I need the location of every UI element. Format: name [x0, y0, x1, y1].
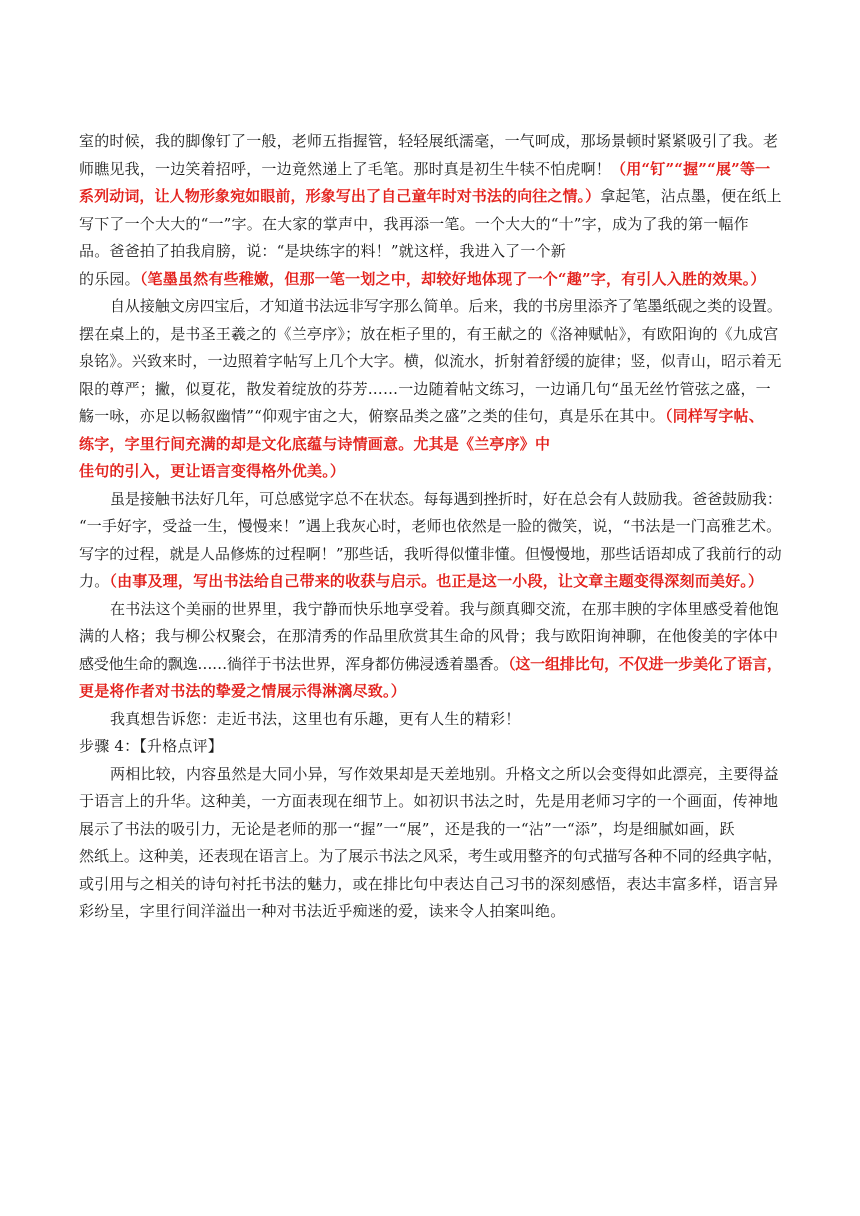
- annotation-comment: （由事及理，写出书法给自己带来的收获与启示。也正是这一小段，让文章主题变得深刻而美好。）: [109, 572, 764, 590]
- text-line: [79, 816, 784, 844]
- body-text: 力。: [79, 572, 110, 590]
- body-text: 品。爸爸拍了拍我肩膀，说：“是块练字的料！”就这样，我进入了一个新: [79, 242, 566, 260]
- body-text: 虽是接触书法好几年，可总感觉字总不在状态。每每遇到挫折时，好在总会有人鼓励我。爸爸鼓励我：: [110, 489, 782, 508]
- annotation-comment: 佳句的引入，更让语言变得格外优美。）: [79, 462, 346, 480]
- annotation-comment: （笔墨虽然有些稚嫩，但那一笔一划之中，却较好地体现了一个“趣”字，有引人入胜的效果。）: [139, 269, 766, 288]
- text-line: [79, 266, 784, 294]
- text-line: [79, 348, 784, 376]
- body-text: 泉铭》。兴致来时，一边照着字帖写上几个大字。横，似流水，折射着舒缓的旋律；竖，似青山，昭示着无: [79, 352, 782, 370]
- text-line: [79, 513, 784, 541]
- text-line: [79, 211, 784, 239]
- body-text: 自从接触文房四宝后，才知道书法远非写字那么简单。后来，我的书房里添齐了笔墨纸砚之类的设置。: [110, 297, 782, 315]
- text-line: [79, 431, 784, 459]
- text-line: [79, 843, 784, 871]
- body-text: 在书法这个美丽的世界里，我宁静而快乐地享受着。我与颜真卿交流，在那丰腴的字体里感受着他饱: [110, 599, 779, 618]
- body-text: 然纸上。这种美，还表现在语言上。为了展示书法之风采，考生或用整齐的句式描写各种不同的经典字帖，: [79, 847, 783, 865]
- body-text: 写字的过程，就是人品修炼的过程啊！”那些话，我听得似懂非懂。但慢慢地，那些话语却成了我前行的动: [79, 544, 782, 563]
- text-line: [79, 376, 784, 404]
- body-text: 于语言上的升华。这种美，一方面表现在细节上。如初识书法之时，先是用老师习字的一个画面，传神地: [79, 792, 779, 810]
- text-line: [79, 486, 784, 514]
- annotation-comment: （用“钉”“握”“展”等一: [611, 159, 771, 178]
- text-line: [79, 678, 784, 706]
- text-line: [79, 568, 784, 596]
- body-text: 的乐园。: [79, 269, 140, 288]
- text-line: [79, 458, 784, 486]
- annotation-comment: （同样写字帖、: [665, 407, 764, 425]
- body-text: 展示了书法的吸引力，无论是老师的那一“握”一“展”，还是我的一“沾”一“添”，均是细腻如画，跃: [79, 819, 735, 838]
- body-text: 限的尊严；撇，似夏花，散发着绽放的芬芳……一边随着帖文练习，一边诵几句“虽无丝竹管弦之盛，一: [79, 379, 771, 398]
- text-line: [79, 898, 784, 926]
- annotation-comment: 练字，字里行间充满的却是文化底蕴与诗情画意。尤其是《兰亭序》中: [79, 434, 551, 453]
- body-text: 步骤 4：【升格点评】: [79, 737, 224, 755]
- body-text: 满的人格；我与柳公权聚会，在那清秀的作品里欣赏其生命的风骨；我与欧阳询神聊，在他俊美的字体中: [79, 627, 779, 645]
- text-line: [79, 156, 784, 184]
- text-line: [79, 651, 784, 679]
- body-text: 摆在桌上的，是书圣王羲之的《兰亭序》；放在柜子里的，有王献之的《洛神赋帖》，有欧阳询的《九成宫: [79, 324, 779, 343]
- body-text: 彩纷呈，字里行间洋溢出一种对书法近乎痴迷的爱，读来令人拍案叫绝。: [79, 902, 566, 920]
- text-line: [79, 788, 784, 816]
- text-line: [79, 321, 784, 349]
- text-line: [79, 293, 784, 321]
- document-page: [79, 128, 784, 926]
- text-line: [79, 623, 784, 651]
- text-line: [79, 871, 784, 899]
- text-line: [79, 403, 784, 431]
- body-text: “一手好字，受益一生，慢慢来！”遇上我灰心时，老师也依然是一脸的微笑，说，“书法是一门高雅艺术。: [79, 517, 782, 535]
- annotation-comment: 更是将作者对书法的挚爱之情展示得淋漓尽致。）: [79, 682, 406, 700]
- text-line: [79, 183, 784, 211]
- text-line: [79, 733, 784, 761]
- text-line: [79, 596, 784, 624]
- text-line: [79, 238, 784, 266]
- text-line: [79, 541, 784, 569]
- body-text: 室的时候，我的脚像钉了一般，老师五指握管，轻轻展纸濡毫，一气呵成，那场景顿时紧紧吸引了我。老: [79, 132, 779, 150]
- annotation-comment: （这一组排比句，不仅进一步美化了语言，: [508, 654, 782, 673]
- body-text: 师瞧见我，一边笑着招呼，一边竟然递上了毛笔。那时真是初生牛犊不怕虎啊！: [79, 159, 612, 178]
- body-text: 我真想告诉您：走近书法，这里也有乐趣，更有人生的精彩！: [110, 709, 521, 728]
- text-line: [79, 128, 784, 156]
- text-line: [79, 761, 784, 789]
- annotation-comment: 系列动词，让人物形象宛如眼前，形象写出了自己童年时对书法的向往之情。）: [79, 187, 601, 205]
- body-text: 两相比较，内容虽然是大同小异，写作效果却是天差地别。升格文之所以会变得如此漂亮，主要得益: [110, 764, 779, 783]
- body-text: 写下了一个大大的“一”字。在大家的掌声中，我再添一笔。一个大大的“十”字，成为了我的第一幅作: [79, 214, 749, 233]
- body-text: 或引用与之相关的诗句衬托书法的魅力，或在排比句中表达自己习书的深刻感悟，表达丰富多样，语言异: [79, 874, 779, 893]
- body-text: 觞一咏，亦足以畅叙幽情”“仰观宇宙之大，俯察品类之盛”之类的佳句，真是乐在其中。: [79, 407, 666, 425]
- body-text: 感受他生命的飘逸……徜徉于书法世界，浑身都仿佛浸透着墨香。: [79, 654, 509, 673]
- body-text: 拿起笔，沾点墨，便在纸上: [600, 187, 782, 205]
- text-line: [79, 706, 784, 734]
